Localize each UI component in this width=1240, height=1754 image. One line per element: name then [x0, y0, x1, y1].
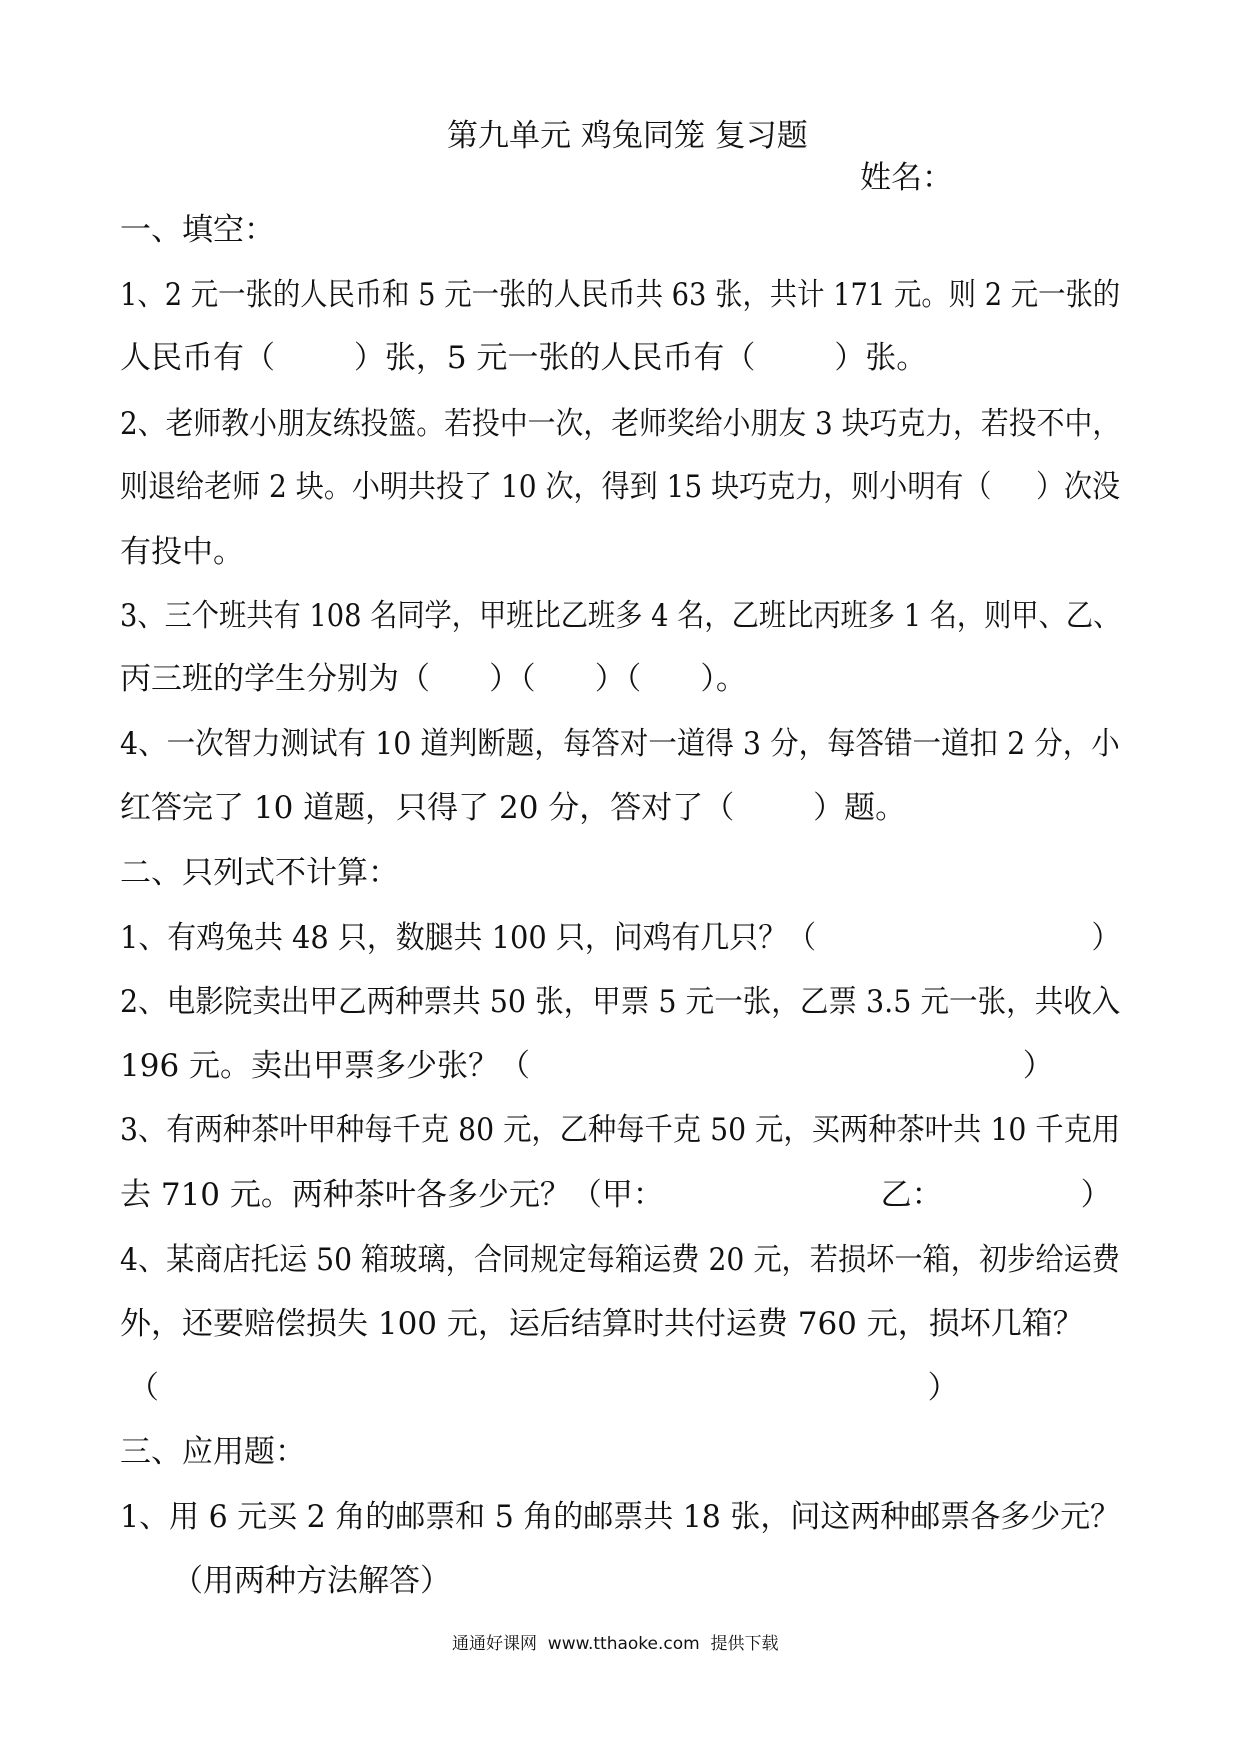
s2-q4-line-1: 4、某商店托运 50 箱玻璃，合同规定每箱运费 20 元，若损坏一箱，初步给运费: [120, 1242, 1121, 1278]
footer-download-note: 通通好课网 www.tthaoke.com 提供下载: [452, 1634, 779, 1654]
s2-q4-line-3: （ ）: [128, 1370, 959, 1406]
s3-q1-line-2: （用两种方法解答）: [172, 1563, 451, 1599]
s1-q2-line-2: 则退给老师 2 块。小明共投了 10 次，得到 15 块巧克力，则小明有（ ）次没: [120, 469, 1121, 505]
s2-q4-line-2: 外，还要赔偿损失 100 元，运后结算时共付运费 760 元，损坏几箱？: [120, 1306, 1084, 1342]
s2-q1-line-1: 1、有鸡兔共 48 只，数腿共 100 只，问鸡有几只？（ ）: [120, 920, 1121, 956]
s2-q3-line-2: 去 710 元。两种茶叶各多少元？（甲： 乙： ）: [120, 1177, 1112, 1213]
section-2-heading: 二、只列式不计算：: [120, 855, 399, 891]
s3-q1-line-1: 1、用 6 元买 2 角的邮票和 5 角的邮票共 18 张，问这两种邮票各多少元？: [120, 1499, 1121, 1535]
page-title: 第九单元 鸡兔同笼 复习题: [447, 118, 808, 154]
s1-q2-line-3: 有投中。: [120, 534, 244, 570]
s2-q2-line-2: 196 元。卖出甲票多少张？（ ）: [120, 1048, 1054, 1084]
section-1-heading: 一、填空：: [120, 212, 275, 248]
s2-q2-line-1: 2、电影院卖出甲乙两种票共 50 张，甲票 5 元一张，乙票 3.5 元一张，共收入: [120, 984, 1121, 1020]
s1-q2-line-1: 2、老师教小朋友练投篮。若投中一次，老师奖给小朋友 3 块巧克力，若投不中，: [120, 406, 1121, 442]
s1-q1-line-2: 人民币有（ ）张，5 元一张的人民币有（ ）张。: [120, 340, 928, 376]
s1-q4-line-1: 4、一次智力测试有 10 道判断题，每答对一道得 3 分，每答错一道扣 2 分，小: [120, 726, 1120, 762]
s2-q3-line-1: 3、有两种茶叶甲种每千克 80 元，乙种每千克 50 元，买两种茶叶共 10 千克用: [120, 1112, 1121, 1148]
s1-q1-line-1: 1、2 元一张的人民币和 5 元一张的人民币共 63 张，共计 171 元。则 2 元一张的: [120, 277, 1121, 313]
s1-q3-line-2: 丙三班的学生分别为（ ）（ ）（ ）。: [120, 661, 747, 697]
section-3-heading: 三、应用题：: [120, 1434, 306, 1470]
s1-q4-line-2: 红答完了 10 道题，只得了 20 分，答对了（ ）题。: [120, 790, 907, 826]
name-label: 姓名：: [860, 160, 953, 196]
s1-q3-line-1: 3、三个班共有 108 名同学，甲班比乙班多 4 名，乙班比丙班多 1 名，则甲、乙、: [120, 598, 1121, 634]
